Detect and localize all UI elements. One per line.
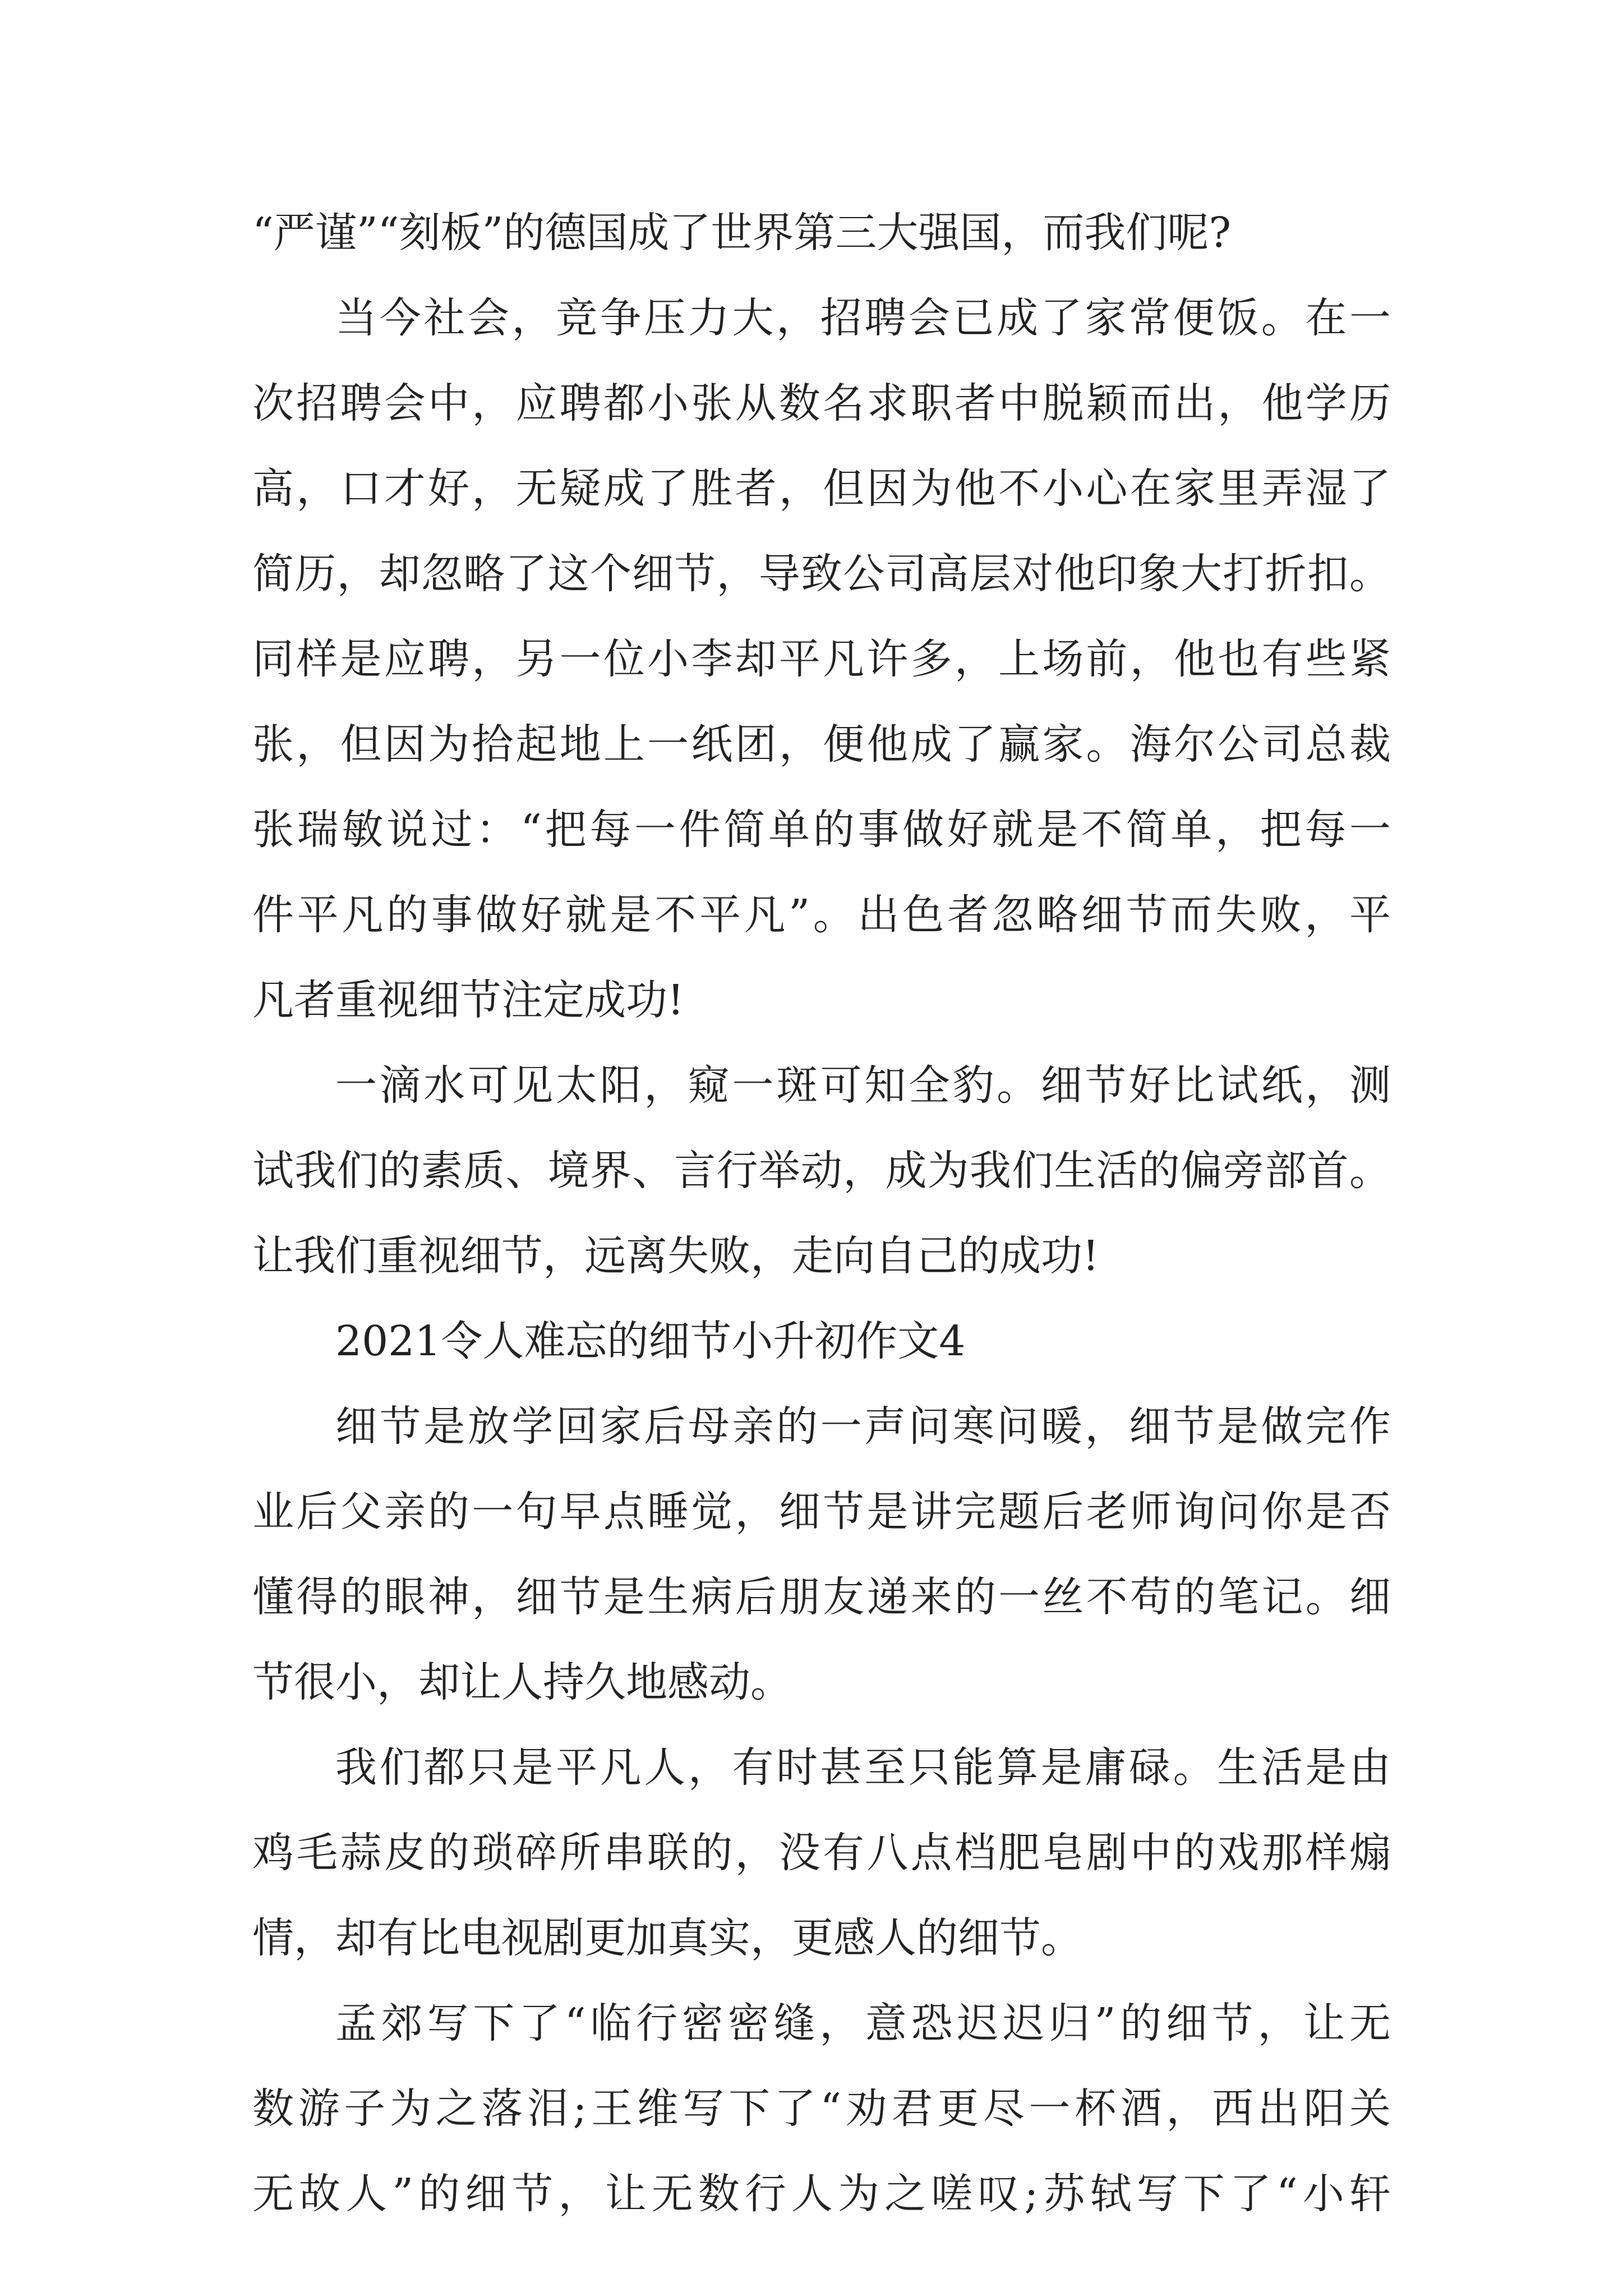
text-line: “严谨”“刻板”的德国成了世界第三大强国，而我们呢?	[252, 209, 1231, 257]
text-line: 凡者重视细节注定成功!	[252, 976, 684, 1024]
paragraph-first-line: 我们都只是平凡人，有时甚至只能算是庸碌。生活是由	[335, 1743, 1391, 1792]
text-line: 情，却有比电视剧更加真实，更感人的细节。	[252, 1914, 1082, 1962]
section-heading: 2021令人难忘的细节小升初作文4	[335, 1317, 966, 1365]
text-line: 试我们的素质、境界、言行举动，成为我们生活的偏旁部首。	[252, 1147, 1391, 1195]
text-line: 数游子为之落泪;王维写下了“劝君更尽一杯酒，西出阳关	[252, 2085, 1391, 2133]
text-line: 业后父亲的一句早点睡觉，细节是讲完题后老师询问你是否	[252, 1488, 1391, 1536]
text-line: 让我们重视细节，远离失败，走向自己的成功!	[252, 1232, 1099, 1280]
text-line: 简历，却忽略了这个细节，导致公司高层对他印象大打折扣。	[252, 550, 1391, 598]
text-line: 次招聘会中，应聘都小张从数名求职者中脱颖而出，他学历	[252, 379, 1391, 427]
text-line: 张瑞敏说过：“把每一件简单的事做好就是不简单，把每一	[252, 806, 1391, 854]
text-line: 懂得的眼神，细节是生病后朋友递来的一丝不苟的笔记。细	[252, 1573, 1391, 1621]
text-line: 同样是应聘，另一位小李却平凡许多，上场前，他也有些紧	[252, 635, 1391, 683]
paragraph-first-line: 细节是放学回家后母亲的一声问寒问暖，细节是做完作	[335, 1402, 1391, 1451]
paragraph-first-line: 一滴水可见太阳，窥一斑可知全豹。细节好比试纸，测	[335, 1061, 1391, 1110]
text-line: 高，口才好，无疑成了胜者，但因为他不小心在家里弄湿了	[252, 464, 1391, 513]
text-line: 鸡毛蒜皮的琐碎所串联的，没有八点档肥皂剧中的戏那样煽	[252, 1829, 1391, 1877]
paragraph-first-line: 孟郊写下了“临行密密缝，意恐迟迟归”的细节，让无	[335, 1999, 1391, 2047]
text-line: 无故人”的细节，让无数行人为之嗟叹;苏轼写下了“小轩	[252, 2170, 1391, 2218]
text-line: 节很小，却让人持久地感动。	[252, 1658, 792, 1706]
paragraph-first-line: 当今社会，竞争压力大，招聘会已成了家常便饭。在一	[335, 294, 1391, 342]
text-line: 件平凡的事做好就是不平凡”。出色者忽略细节而失败，平	[252, 891, 1391, 939]
text-line: 张，但因为拾起地上一纸团，便他成了赢家。海尔公司总裁	[252, 720, 1391, 769]
